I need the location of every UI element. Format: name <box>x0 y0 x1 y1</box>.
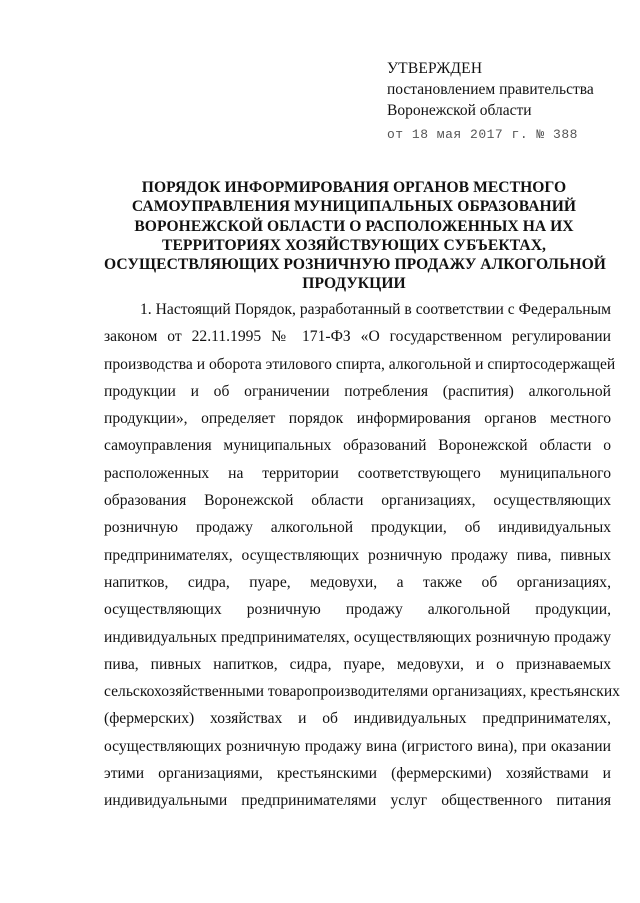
body-line: осуществляющих розничную продажу алкогольной продукции, <box>104 601 611 619</box>
body-line: индивидуальными предпринимателями услуг общественного питания <box>104 792 611 810</box>
body-line: этими организациями, крестьянскими (фермерскими) хозяйствами и <box>104 765 611 783</box>
document-title <box>104 178 604 294</box>
body-line: предпринимателях, осуществляющих розничную продажу пива, пивных <box>104 546 611 564</box>
approval-title: УТВЕРЖДЕН <box>387 60 483 77</box>
body-line: сельскохозяйственными товаропроизводителями организациях, крестьянских <box>104 683 620 701</box>
approval-line-2: Воронежской области <box>387 102 532 119</box>
title-line: ПРОДУКЦИИ <box>302 275 406 293</box>
body-line: продукции», определяет порядок информирования органов местного <box>104 410 611 428</box>
body-line: осуществляющих розничную продажу вина (игристого вина), при оказании <box>104 737 611 755</box>
body-line: (фермерских) хозяйствах и об индивидуальных предпринимателях, <box>104 710 611 728</box>
body-line: законом от 22.11.1995 № 171-ФЗ «О государственном регулировании <box>104 328 611 346</box>
approval-line-1: постановлением правительства <box>387 81 594 98</box>
title-line: ТЕРРИТОРИЯХ ХОЗЯЙСТВУЮЩИХ СУБЪЕКТАХ, <box>162 236 546 254</box>
body-line: напитков, сидра, пуаре, медовухи, а также об организациях, <box>104 573 611 591</box>
body-line: индивидуальных предпринимателях, осуществляющих розничную продажу <box>104 628 611 646</box>
title-line: ВОРОНЕЖСКОЙ ОБЛАСТИ О РАСПОЛОЖЕННЫХ НА ИХ <box>134 217 574 235</box>
body-line: производства и оборота этилового спирта, алкогольной и спиртосодержащей <box>104 355 616 373</box>
body-paragraph <box>104 296 620 815</box>
title-line: ОСУЩЕСТВЛЯЮЩИХ РОЗНИЧНУЮ ПРОДАЖУ АЛКОГОЛЬНОЙ <box>104 256 606 274</box>
body-line: 1. Настоящий Порядок, разработанный в соответствии с Федеральным <box>140 301 611 318</box>
approval-block <box>387 58 627 145</box>
body-line: самоуправления муниципальных образований Воронежской области о <box>104 437 611 455</box>
body-line: расположенных на территории соответствующего муниципального <box>104 464 611 482</box>
title-line: САМОУПРАВЛЕНИЯ МУНИЦИПАЛЬНЫХ ОБРАЗОВАНИЙ <box>131 198 577 216</box>
approval-date-stamp: от 18 мая 2017 г. № 388 <box>387 127 578 142</box>
body-line: продукции и об ограничении потребления (распития) алкогольной <box>104 382 611 400</box>
body-line: пива, пивных напитков, сидра, пуаре, медовухи, и о признаваемых <box>104 655 611 673</box>
body-line: образования Воронежской области организациях, осуществляющих <box>104 492 611 510</box>
body-line: розничную продажу алкогольной продукции, об индивидуальных <box>104 519 611 537</box>
title-line: ПОРЯДОК ИНФОРМИРОВАНИЯ ОРГАНОВ МЕСТНОГО <box>141 179 567 196</box>
